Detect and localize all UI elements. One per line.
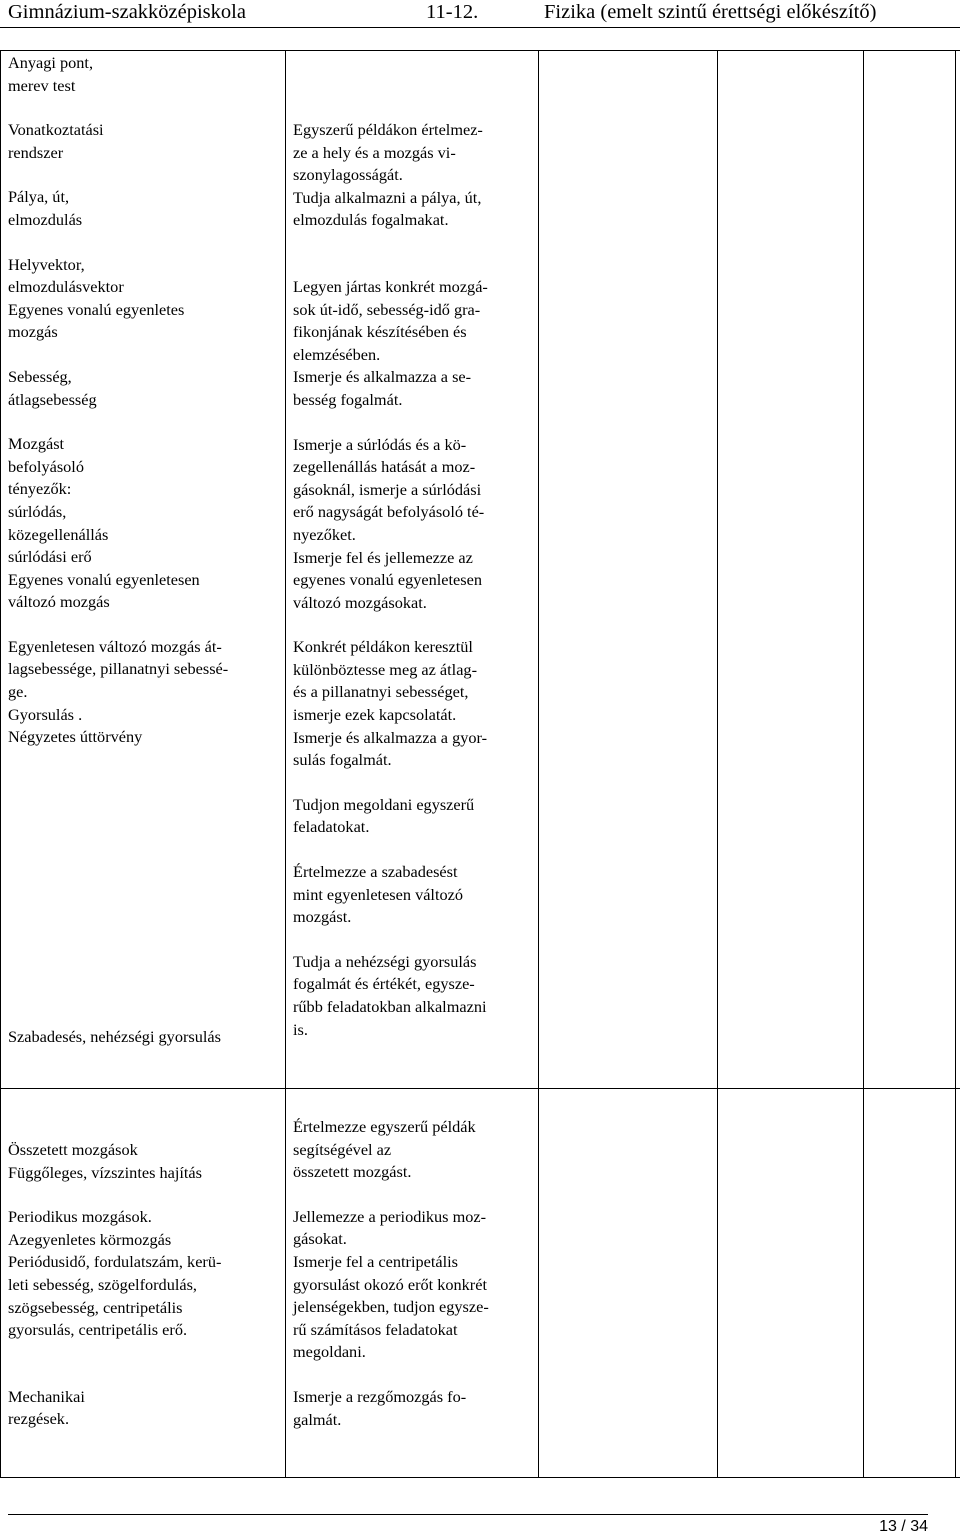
- requirement-line: Jellemezze a periodikus moz-: [293, 1206, 487, 1226]
- topic-line: [8, 614, 280, 636]
- requirement-line: [293, 614, 533, 636]
- requirement-line: jelenségekben, tudjon egysze-: [293, 1297, 489, 1317]
- topic-line: elmozdulásvektor: [8, 277, 124, 297]
- requirement-line: elemzésében.: [293, 344, 381, 364]
- table-bottom-border: [0, 1477, 960, 1478]
- topic-line: Periódusidő, fordulatszám, kerü-: [8, 1252, 222, 1272]
- subject-title: Fizika (emelt szintű érettségi előkészítő): [544, 1, 877, 23]
- requirement-line: gyorsulást okozó erőt konkrét: [293, 1274, 487, 1294]
- requirement-line: változó mozgásokat.: [293, 592, 427, 612]
- section2-topics-cell: [8, 1139, 280, 1431]
- topic-line: ge.: [8, 682, 28, 702]
- topic-line: Azegyenletes körmozgás: [8, 1229, 172, 1249]
- requirement-line: Ismerje fel a centripetális: [293, 1251, 458, 1271]
- topic-line: leti sebesség, szögelfordulás,: [8, 1274, 197, 1294]
- requirement-line: Ismerje és alkalmazza a gyor-: [293, 727, 488, 747]
- topic-line: [8, 164, 280, 186]
- requirement-line: rű számításos feladatokat: [293, 1319, 458, 1339]
- requirement-line: [293, 232, 533, 254]
- topic-line: súrlódás,: [8, 501, 67, 521]
- requirement-line: segítségével az: [293, 1139, 392, 1159]
- requirement-line: [293, 929, 533, 951]
- requirement-line: Tudja a nehézségi gyorsulás: [293, 951, 477, 971]
- topic-line: Anyagi pont,: [8, 53, 94, 72]
- requirement-line: Ismerje és alkalmazza a se-: [293, 367, 472, 387]
- requirement-line: is.: [293, 1019, 308, 1039]
- topic-line: rezgések.: [8, 1409, 70, 1429]
- requirement-line: összetett mozgást.: [293, 1162, 412, 1182]
- column-divider: [285, 50, 286, 1478]
- requirement-line: szonylagosságát.: [293, 165, 403, 185]
- topic-line: [8, 232, 280, 254]
- topic-line: lagsebessége, pillanatnyi sebessé-: [8, 659, 229, 679]
- column-divider: [863, 50, 864, 1478]
- topic-line: tényezők:: [8, 479, 72, 499]
- topic-line: szögsebesség, centripetális: [8, 1297, 183, 1317]
- requirement-line: mint egyenletesen változó: [293, 884, 463, 904]
- topic-line: [8, 411, 280, 433]
- requirement-line: galmát.: [293, 1409, 342, 1429]
- requirement-line: [293, 1184, 533, 1206]
- column-divider: [538, 50, 539, 1478]
- topic-line: Pálya, út,: [8, 187, 70, 207]
- topic-line: elmozdulás: [8, 209, 83, 229]
- requirement-line: különböztesse meg az átlag-: [293, 659, 477, 679]
- topic-line: [8, 1184, 280, 1206]
- requirement-line: megoldani.: [293, 1342, 366, 1362]
- topic-line: Sebesség,: [8, 366, 72, 386]
- requirement-line: [293, 254, 533, 276]
- table-border-right: [955, 50, 956, 1478]
- topic-line: változó mozgás: [8, 592, 110, 612]
- topic-line: Helyvektor,: [8, 254, 85, 274]
- requirement-line: gásoknál, ismerje a súrlódási: [293, 479, 482, 499]
- requirement-line: [293, 1364, 533, 1386]
- requirement-line: fikonjának készítésében és: [293, 322, 467, 342]
- requirement-line: Értelmezze a szabadesést: [293, 862, 458, 882]
- requirement-line: besség fogalmát.: [293, 389, 403, 409]
- topic-line: Mozgást: [8, 434, 65, 454]
- requirement-line: [293, 839, 533, 861]
- column-divider: [717, 50, 718, 1478]
- section1-bottom-topic: [8, 1026, 280, 1049]
- requirement-line: [293, 772, 533, 794]
- topic-line: Négyzetes úttörvény: [8, 727, 143, 747]
- requirement-line: sulás fogalmát.: [293, 750, 392, 770]
- topic-line: gyorsulás, centripetális erő.: [8, 1320, 188, 1340]
- requirement-line: elmozdulás fogalmakat.: [293, 210, 449, 230]
- requirement-line: erő nagyságát befolyásoló té-: [293, 502, 485, 522]
- topic-line: Függőleges, vízszintes hajítás: [8, 1162, 202, 1182]
- requirement-line: Ismerje fel és jellemezze az: [293, 547, 473, 567]
- topic-line: merev test: [8, 75, 76, 95]
- topic-line: rendszer: [8, 142, 64, 162]
- requirement-line: sok út-idő, sebesség-idő gra-: [293, 299, 481, 319]
- topic-line: Összetett mozgások: [8, 1140, 138, 1159]
- requirement-line: Ismerje a rezgőmozgás fo-: [293, 1386, 467, 1406]
- requirement-line: gásokat.: [293, 1229, 347, 1249]
- topic-line: Vonatkoztatási: [8, 120, 104, 140]
- requirement-line: Konkrét példákon keresztül: [293, 637, 473, 657]
- school-name: Gimnázium-szakközépiskola: [8, 1, 246, 23]
- page-header: [0, 0, 960, 50]
- topic-line: Egyenes vonalú egyenletes: [8, 299, 185, 319]
- page-number: 13 / 34: [879, 1518, 928, 1535]
- topic-line: átlagsebesség: [8, 389, 97, 409]
- requirement-line: Értelmezze egyszerű példák: [293, 1117, 476, 1136]
- topic-line: mozgás: [8, 322, 58, 342]
- table-top-border: [0, 50, 960, 51]
- topic-line: Mechanikai: [8, 1386, 85, 1406]
- table-border-left: [0, 50, 1, 1478]
- section2-requirements-cell: [293, 1116, 533, 1431]
- topic-line: [8, 1342, 280, 1364]
- topic-line: befolyásoló: [8, 456, 84, 476]
- section1-requirements-cell: [293, 119, 533, 1041]
- topic-line: súrlódási erő: [8, 547, 92, 567]
- requirement-line: Tudja alkalmazni a pálya, út,: [293, 187, 482, 207]
- requirement-line: mozgást.: [293, 907, 352, 927]
- topic-line: [8, 344, 280, 366]
- topic-line: Periodikus mozgások.: [8, 1207, 152, 1227]
- topic-line: [8, 97, 280, 119]
- requirement-line: Tudjon megoldani egyszerű: [293, 794, 475, 814]
- requirement-line: ze a hely és a mozgás vi-: [293, 142, 456, 162]
- header-rule: [0, 27, 960, 28]
- requirement-line: feladatokat.: [293, 817, 370, 837]
- requirement-line: egyenes vonalú egyenletesen: [293, 570, 482, 590]
- requirement-line: ismerje ezek kapcsolatát.: [293, 705, 457, 725]
- requirement-line: fogalmát és értékét, egysze-: [293, 974, 475, 994]
- requirement-line: [293, 412, 533, 434]
- requirement-line: zegellenállás hatását a moz-: [293, 457, 476, 477]
- requirement-line: Egyszerű példákon értelmez-: [293, 120, 483, 139]
- requirement-line: és a pillanatnyi sebességet,: [293, 682, 469, 702]
- topic-line: Gyorsulás .: [8, 704, 83, 724]
- section1-topics-cell: [8, 52, 280, 749]
- topic-line: Szabadesés, nehézségi gyorsulás: [8, 1027, 221, 1046]
- topic-line: Egyenes vonalú egyenletesen: [8, 569, 200, 589]
- topic-line: [8, 1364, 280, 1386]
- grade-label: 11-12.: [426, 1, 479, 23]
- topic-line: Egyenletesen változó mozgás át-: [8, 636, 222, 656]
- footer-rule: [8, 1514, 928, 1515]
- requirement-line: Legyen jártas konkrét mozgá-: [293, 276, 488, 296]
- requirement-line: rűbb feladatokban alkalmazni: [293, 997, 487, 1016]
- topic-line: közegellenállás: [8, 524, 109, 544]
- requirement-line: nyezőket.: [293, 524, 356, 544]
- requirement-line: Ismerje a súrlódás és a kö-: [293, 434, 467, 454]
- row-divider: [0, 1088, 960, 1089]
